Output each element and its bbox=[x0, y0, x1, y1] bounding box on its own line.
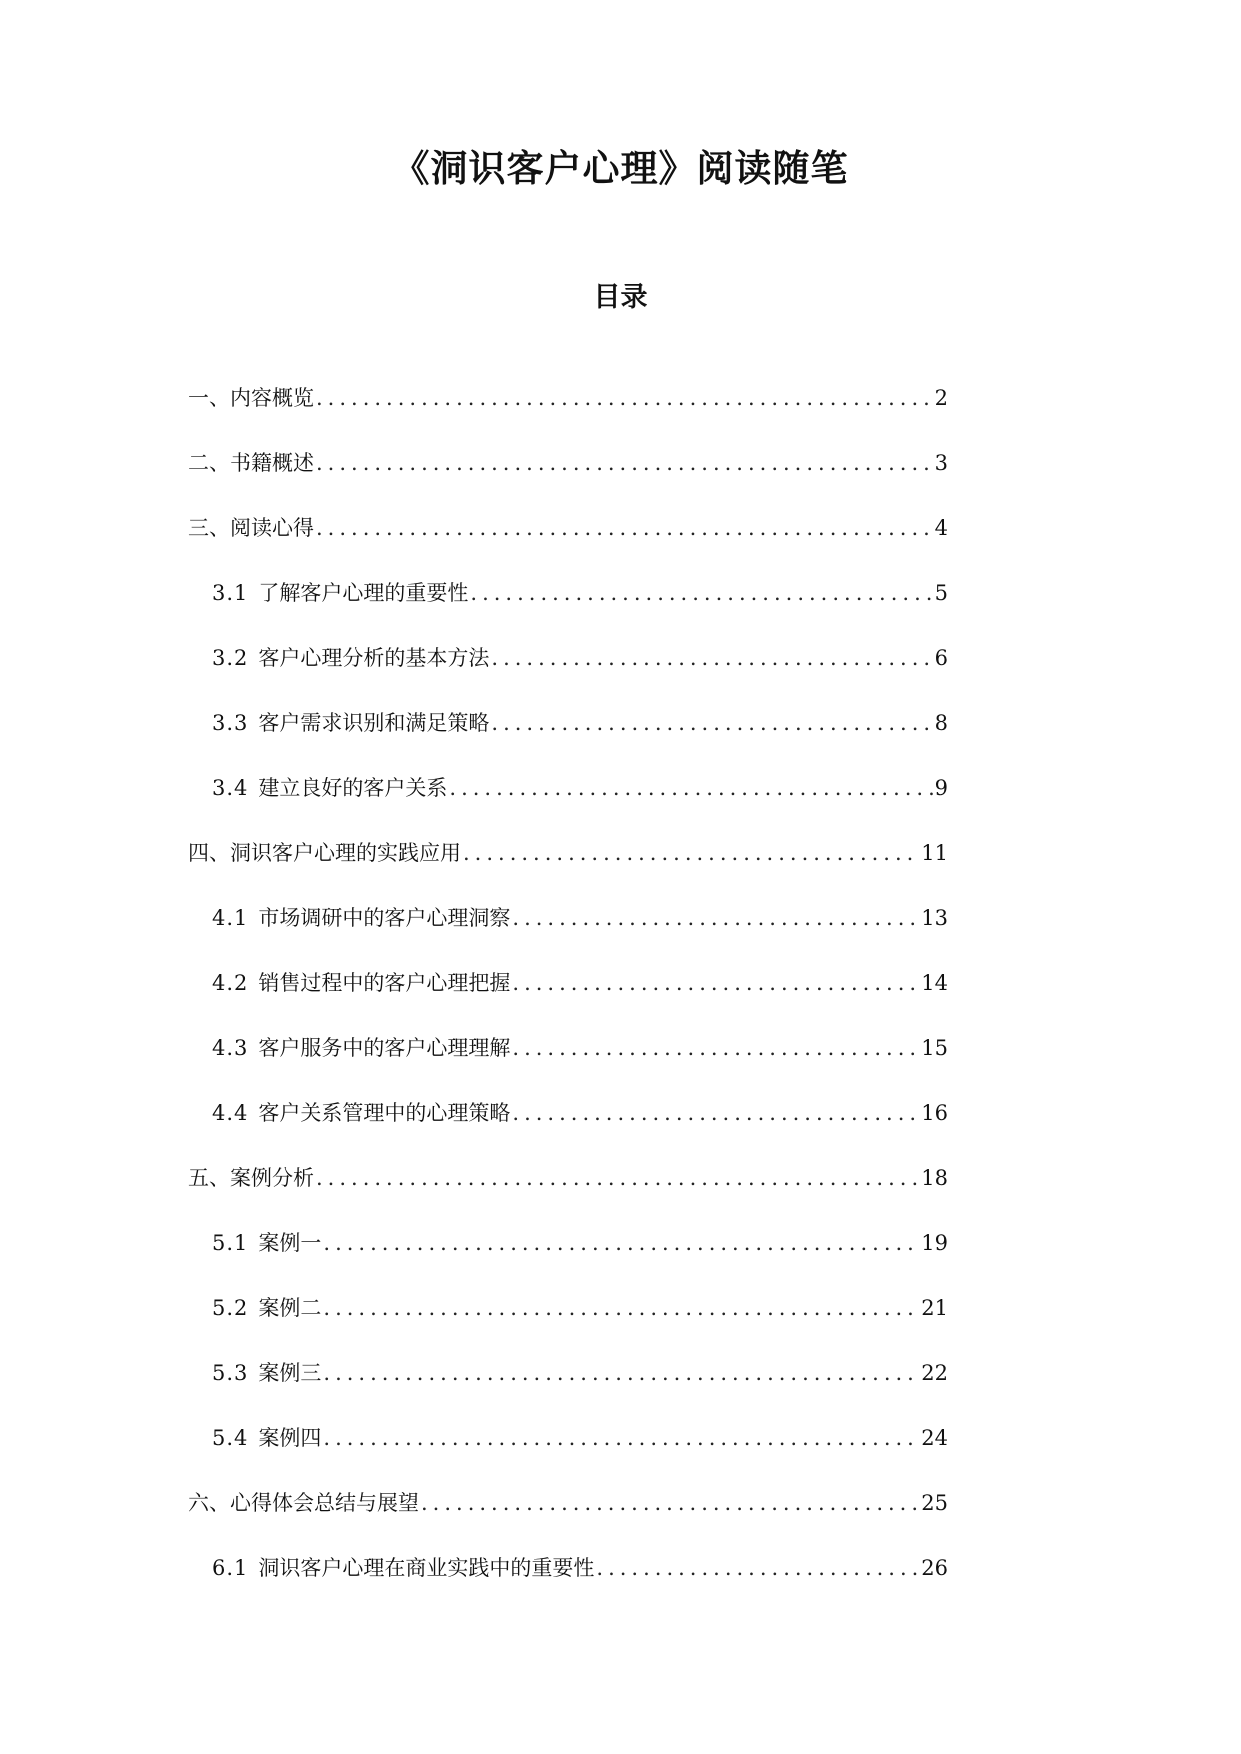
toc-entry-title: 案例一 bbox=[258, 1231, 322, 1255]
toc-dot-leader bbox=[323, 1233, 919, 1254]
document-title: 《洞识客户心理》阅读随笔 bbox=[392, 146, 849, 190]
toc-entry[interactable] bbox=[188, 1363, 948, 1428]
toc-entry-page-number: 22 bbox=[921, 1361, 948, 1385]
toc-entry-page-number: 21 bbox=[921, 1296, 948, 1320]
toc-entry-number: 4.3 bbox=[212, 1036, 249, 1060]
toc-entry-page-number: 15 bbox=[921, 1036, 948, 1060]
toc-entry-page-number: 19 bbox=[921, 1231, 948, 1255]
toc-entry-number: 3.3 bbox=[212, 711, 249, 735]
toc-entry-page-number: 13 bbox=[921, 906, 948, 930]
toc-entry-title: 案例二 bbox=[258, 1296, 322, 1320]
toc-dot-leader bbox=[470, 583, 932, 604]
toc-entry-page-number: 11 bbox=[921, 841, 948, 865]
toc-entry-page-number: 8 bbox=[934, 711, 948, 735]
toc-dot-leader bbox=[491, 648, 932, 669]
toc-entry-title: 洞识客户心理在商业实践中的重要性 bbox=[258, 1556, 595, 1580]
toc-entry-title: 客户关系管理中的心理策略 bbox=[258, 1101, 511, 1125]
toc-dot-leader bbox=[512, 908, 919, 929]
toc-entry-page-number: 2 bbox=[934, 386, 948, 410]
toc-entry-number: 5.4 bbox=[212, 1426, 249, 1450]
toc-entry-page-number: 6 bbox=[934, 646, 948, 670]
toc-entry[interactable] bbox=[188, 713, 948, 778]
toc-entry[interactable] bbox=[188, 1558, 948, 1623]
toc-entry-title: 四、洞识客户心理的实践应用 bbox=[188, 841, 461, 865]
toc-dot-leader bbox=[512, 973, 919, 994]
toc-entry-title: 一、内容概览 bbox=[188, 386, 314, 410]
toc-dot-leader bbox=[323, 1428, 919, 1449]
toc-entry-number: 5.2 bbox=[212, 1296, 249, 1320]
toc-entry[interactable] bbox=[188, 908, 948, 973]
toc-entry[interactable] bbox=[188, 648, 948, 713]
toc-entry[interactable] bbox=[188, 1233, 948, 1298]
toc-dot-leader bbox=[463, 843, 919, 864]
toc-dot-leader bbox=[323, 1363, 919, 1384]
toc-entry-title: 三、阅读心得 bbox=[188, 516, 314, 540]
toc-entry-page-number: 25 bbox=[921, 1491, 948, 1515]
toc-dot-leader bbox=[323, 1298, 919, 1319]
toc-entry[interactable] bbox=[188, 1493, 948, 1558]
toc-entry-number: 4.4 bbox=[212, 1101, 249, 1125]
toc-entry-title: 二、书籍概述 bbox=[188, 451, 314, 475]
toc-entry-page-number: 4 bbox=[934, 516, 948, 540]
toc-entry-title: 五、案例分析 bbox=[188, 1166, 314, 1190]
toc-entry[interactable] bbox=[188, 518, 948, 583]
toc-entry-number: 5.1 bbox=[212, 1231, 249, 1255]
toc-dot-leader bbox=[421, 1493, 919, 1514]
toc-dot-leader bbox=[316, 453, 933, 474]
toc-entry[interactable] bbox=[188, 1038, 948, 1103]
toc-entry-number: 3.1 bbox=[212, 581, 249, 605]
toc-entry-page-number: 18 bbox=[921, 1166, 948, 1190]
toc-entry-title: 建立良好的客户关系 bbox=[258, 776, 448, 800]
toc-entry[interactable] bbox=[188, 778, 948, 843]
toc-entry-page-number: 26 bbox=[921, 1556, 948, 1580]
toc-entry-page-number: 3 bbox=[934, 451, 948, 475]
toc-entry-number: 5.3 bbox=[212, 1361, 249, 1385]
toc-entry-page-number: 9 bbox=[934, 776, 948, 800]
toc-entry[interactable] bbox=[188, 1428, 948, 1493]
toc-entry[interactable] bbox=[188, 1298, 948, 1363]
toc-entry[interactable] bbox=[188, 1168, 948, 1233]
toc-entry[interactable] bbox=[188, 388, 948, 453]
toc-entry-title: 案例三 bbox=[258, 1361, 322, 1385]
toc-entry-number: 3.4 bbox=[212, 776, 249, 800]
toc-entry-page-number: 14 bbox=[921, 971, 948, 995]
toc-entry-title: 销售过程中的客户心理把握 bbox=[258, 971, 511, 995]
toc-entry-title: 客户服务中的客户心理理解 bbox=[258, 1036, 511, 1060]
toc-entry-title: 案例四 bbox=[258, 1426, 322, 1450]
toc-entry-title: 了解客户心理的重要性 bbox=[258, 581, 469, 605]
toc-dot-leader bbox=[316, 518, 933, 539]
toc-entry-title: 六、心得体会总结与展望 bbox=[188, 1491, 419, 1515]
toc-dot-leader bbox=[512, 1103, 919, 1124]
toc-heading: 目录 bbox=[593, 282, 648, 313]
toc-dot-leader bbox=[596, 1558, 919, 1579]
toc-entry[interactable] bbox=[188, 843, 948, 908]
toc-entry-title: 客户需求识别和满足策略 bbox=[258, 711, 490, 735]
toc-entry[interactable] bbox=[188, 973, 948, 1038]
toc-dot-leader bbox=[512, 1038, 919, 1059]
toc-entry-number: 6.1 bbox=[212, 1556, 249, 1580]
toc-entry-title: 市场调研中的客户心理洞察 bbox=[258, 906, 511, 930]
toc-entry[interactable] bbox=[188, 1103, 948, 1168]
toc-dot-leader bbox=[316, 1168, 919, 1189]
toc-entry-number: 4.1 bbox=[212, 906, 249, 930]
toc-entry-page-number: 24 bbox=[921, 1426, 948, 1450]
toc-dot-leader bbox=[316, 388, 933, 409]
toc-entry-page-number: 5 bbox=[934, 581, 948, 605]
toc-dot-leader bbox=[491, 713, 932, 734]
toc-entry[interactable] bbox=[188, 583, 948, 648]
toc-entry[interactable] bbox=[188, 453, 948, 518]
toc-dot-leader bbox=[449, 778, 932, 799]
toc-entry-title: 客户心理分析的基本方法 bbox=[258, 646, 490, 670]
toc-entry-number: 4.2 bbox=[212, 971, 249, 995]
toc-entry-page-number: 16 bbox=[921, 1101, 948, 1125]
toc-entry-number: 3.2 bbox=[212, 646, 249, 670]
table-of-contents bbox=[188, 388, 948, 1623]
